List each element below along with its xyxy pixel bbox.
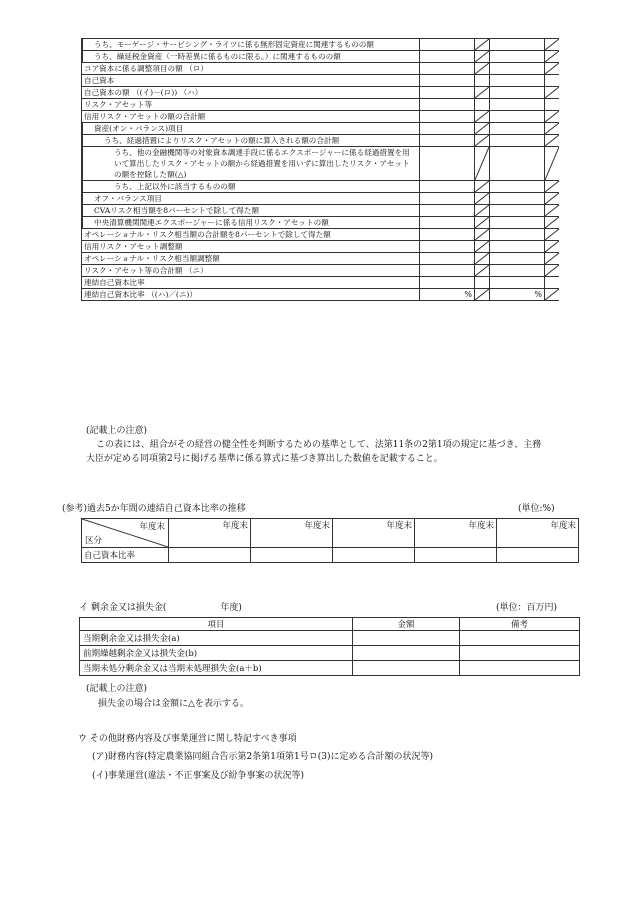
diagonal-line: [475, 241, 489, 252]
capital-adequacy-table: [81, 38, 559, 301]
diagonal-line: [475, 265, 489, 276]
value-cell: [545, 111, 560, 123]
value-cell: [545, 265, 560, 277]
row-text: コア資本に係る調整項目の額 （ロ）: [84, 64, 208, 73]
value-cell: [475, 193, 490, 205]
row-text: リスク・アセット等: [84, 100, 153, 109]
value-cell: [475, 135, 490, 147]
value-cell: [475, 205, 490, 217]
value-cell: [490, 135, 545, 147]
ratio-cell: [497, 548, 579, 563]
surplus-title: [79, 601, 242, 615]
reference-title: (参考)過去5か年間の連結自己資本比率の推移: [62, 504, 246, 514]
ratio-cell: [415, 548, 497, 563]
value-cell: [420, 99, 475, 111]
ratio-cell: [251, 548, 333, 563]
capital-row: [82, 63, 560, 75]
value-cell: [420, 181, 475, 193]
diagonal-line: [545, 217, 559, 228]
value-cell: [475, 229, 490, 241]
diagonal-line: [545, 229, 559, 240]
capital-row-label: [82, 51, 420, 63]
surplus-title-suffix: 年度): [220, 603, 242, 613]
value-cell: [545, 87, 560, 99]
value-cell: [475, 63, 490, 75]
value-cell: [420, 277, 475, 289]
value-cell: [420, 111, 475, 123]
value-cell: [545, 39, 560, 51]
value-cell: [545, 135, 560, 147]
corner-top-label: 年度末: [139, 522, 165, 532]
value-cell: [490, 265, 545, 277]
surplus-row-label: 前期繰越剰余金又は損失金(b): [80, 646, 353, 661]
surplus-note-body: 損失金の場合は金額に△を表示する。: [98, 699, 249, 709]
value-cell: [420, 253, 475, 265]
row-text: リスク・アセット等の合計額 （ニ）: [84, 266, 208, 275]
amount-cell: [353, 631, 460, 646]
diagonal-line: [545, 51, 559, 62]
value-cell: [420, 135, 475, 147]
row-text: オペレーショナル・リスク相当額調整額: [84, 254, 220, 263]
capital-row: [82, 193, 560, 205]
note-body: この表には、組合がその経営の健全性を判断するための基準として、法第11条の2第1項の規定に基づき、主務大臣が定める同項第2号に掲げる基準に係る算式に基づき算出した数値を記載すること。: [86, 440, 542, 464]
value-cell: [545, 63, 560, 75]
value-cell: [420, 87, 475, 99]
value-cell: [420, 123, 475, 135]
other-title: ウ その他財務内容及び事業運営に関し特記すべき事項: [78, 734, 297, 744]
remarks-cell: [460, 646, 580, 661]
capital-row-label: [82, 193, 420, 205]
value-cell: [420, 289, 475, 301]
value-cell: [545, 147, 560, 181]
value-cell: [490, 75, 545, 87]
capital-row: [82, 147, 560, 181]
value-cell: [545, 277, 560, 289]
ratio-row-label: 自己資本比率: [82, 548, 169, 563]
diagonal-line: [545, 241, 559, 252]
value-cell: [475, 87, 490, 99]
capital-row-label: [82, 75, 420, 87]
capital-row-label: [82, 265, 420, 277]
capital-row: [82, 241, 560, 253]
capital-row-label: [82, 63, 420, 75]
value-cell: [420, 241, 475, 253]
capital-row: [82, 39, 560, 51]
value-cell: [475, 289, 490, 301]
row-text: 資産(オン・バランス)項目: [94, 124, 184, 133]
row-text: 信用リスク・アセットの額の合計額: [84, 112, 206, 121]
capital-row-label: [82, 229, 420, 241]
year-header: 年度末: [169, 519, 251, 548]
diagonal-line: [545, 63, 559, 74]
diagonal-line: [475, 87, 489, 98]
percent-sign: %: [464, 290, 472, 299]
capital-row-label: [82, 253, 420, 265]
diagonal-line: [545, 253, 559, 264]
value-cell: [490, 217, 545, 229]
diagonal-line: [545, 39, 559, 50]
remarks-cell: [460, 661, 580, 676]
value-cell: [420, 75, 475, 87]
capital-row: [82, 277, 560, 289]
capital-row: [82, 265, 560, 277]
diagonal-line: [475, 205, 489, 216]
value-cell: [420, 51, 475, 63]
value-cell: [475, 147, 490, 181]
value-cell: [475, 253, 490, 265]
row-text: CVAリスク相当額を8パーセントで除して得た額: [94, 206, 260, 215]
capital-row: [82, 87, 560, 99]
value-cell: [490, 229, 545, 241]
capital-row: [82, 253, 560, 265]
value-cell: [490, 241, 545, 253]
other-item-finance: (ア)財務内容(特定農業協同組合告示第2条第1項第1号ロ(3)に定める合計額の状況等): [92, 752, 433, 762]
value-cell: [545, 253, 560, 265]
capital-row-label: [82, 147, 420, 181]
ratio-cell: [333, 548, 415, 563]
row-text: うち、モーゲージ・サービシング・ライツに係る無形固定資産に関連するものの額: [94, 40, 374, 49]
diagonal-line: [545, 147, 559, 180]
reference-unit: (単位:%): [518, 504, 555, 514]
diagonal-line: [475, 63, 489, 74]
capital-row-label: [82, 289, 420, 301]
row-text: 自己資本: [84, 76, 115, 85]
remarks-cell: [460, 631, 580, 646]
row-text: うち、他の金融機関等の対象資本調達手段に係るエクスポージャーに係る経過措置を用いて算出したリスク・アセットの額から経過措置を用いずに算出したリスク・アセットの額を控除した額(△): [114, 148, 410, 179]
value-cell: [490, 63, 545, 75]
value-cell: [545, 51, 560, 63]
value-cell: [545, 217, 560, 229]
value-cell: [490, 39, 545, 51]
value-cell: [490, 289, 545, 301]
value-cell: [490, 87, 545, 99]
value-cell: [475, 277, 490, 289]
diagonal-line: [475, 253, 489, 264]
row-text: うち、繰延税金資産（一時差異に係るものに限る。）に関連するものの額: [94, 52, 341, 61]
value-cell: [475, 181, 490, 193]
value-cell: [545, 229, 560, 241]
value-cell: [475, 51, 490, 63]
capital-row: [82, 289, 560, 301]
value-cell: [545, 99, 560, 111]
value-cell: [420, 63, 475, 75]
capital-row: [82, 229, 560, 241]
value-cell: [490, 147, 545, 181]
year-header: 年度末: [251, 519, 333, 548]
year-header: 年度末: [415, 519, 497, 548]
amount-cell: [353, 661, 460, 676]
diagonal-line: [475, 147, 489, 180]
capital-row-label: [82, 39, 420, 51]
capital-row-label: [82, 277, 420, 289]
row-text: うち、経過措置によりリスク・アセットの額に算入される額の合計額: [104, 136, 340, 145]
value-cell: [420, 39, 475, 51]
reference-table: [81, 518, 579, 563]
value-cell: [475, 75, 490, 87]
diagonal-line: [475, 193, 489, 204]
value-cell: [420, 205, 475, 217]
value-cell: [545, 205, 560, 217]
value-cell: [475, 123, 490, 135]
value-cell: [420, 217, 475, 229]
diagonal-line: [475, 51, 489, 62]
value-cell: [475, 217, 490, 229]
diagonal-line: [545, 193, 559, 204]
diagonal-line: [545, 87, 559, 98]
diagonal-line: [475, 123, 489, 134]
row-text: 自己資本の額 （(イ)－(ロ)) （ハ）: [84, 88, 203, 97]
capital-row-label: [82, 217, 420, 229]
ratio-cell: [169, 548, 251, 563]
capital-row-label: [82, 111, 420, 123]
row-text: 連結自己資本比率 （(ハ)／(ニ)）: [84, 290, 197, 299]
year-header: 年度末: [497, 519, 579, 548]
diagonal-line: [545, 135, 559, 146]
row-text: 中央清算機関関連エクスポージャーに係る信用リスク・アセットの額: [94, 218, 329, 227]
value-cell: [490, 205, 545, 217]
value-cell: [490, 111, 545, 123]
surplus-row-label: 当期剰余金又は損失金(a): [80, 631, 353, 646]
percent-sign: %: [534, 290, 542, 299]
value-cell: [545, 123, 560, 135]
value-cell: [475, 265, 490, 277]
note-heading: (記載上の注意): [86, 426, 148, 436]
diagonal-line: [475, 181, 489, 192]
capital-row-label: [82, 205, 420, 217]
value-cell: [420, 265, 475, 277]
diagonal-line: [545, 265, 559, 276]
value-cell: [420, 229, 475, 241]
value-cell: [545, 193, 560, 205]
capital-row-label: [82, 135, 420, 147]
capital-row: [82, 217, 560, 229]
diagonal-line: [475, 39, 489, 50]
diagonal-line: [475, 289, 489, 300]
diagonal-line: [545, 111, 559, 122]
value-cell: [545, 75, 560, 87]
header-item: 項目: [80, 618, 353, 631]
capital-row-label: [82, 99, 420, 111]
value-cell: [475, 99, 490, 111]
capital-row: [82, 181, 560, 193]
value-cell: [475, 111, 490, 123]
diagonal-line: [475, 217, 489, 228]
header-remarks: 備考: [460, 618, 580, 631]
surplus-table: [79, 617, 580, 676]
capital-row: [82, 51, 560, 63]
value-cell: [490, 193, 545, 205]
value-cell: [490, 181, 545, 193]
capital-row: [82, 99, 560, 111]
value-cell: [420, 193, 475, 205]
surplus-unit: (単位：百万円): [496, 603, 558, 613]
capital-row: [82, 111, 560, 123]
value-cell: [420, 147, 475, 181]
value-cell: [490, 99, 545, 111]
capital-row-label: [82, 87, 420, 99]
header-amount: 金額: [353, 618, 460, 631]
value-cell: [475, 39, 490, 51]
value-cell: [545, 289, 560, 301]
diagonal-line: [545, 123, 559, 134]
surplus-row-label: 当期未処分剰余金又は当期未処理損失金(a＋b): [80, 661, 353, 676]
capital-row: [82, 123, 560, 135]
corner-bottom-label: 区分: [85, 536, 103, 546]
capital-row: [82, 135, 560, 147]
value-cell: [490, 253, 545, 265]
other-item-operations: (イ)事業運営(違法・不正事案及び紛争事案の状況等): [92, 771, 305, 781]
row-text: 連結自己資本比率: [84, 278, 145, 287]
corner-cell: [82, 519, 169, 548]
capital-row-label: [82, 241, 420, 253]
row-text: うち、上記以外に該当するものの額: [114, 182, 236, 191]
surplus-note-heading: (記載上の注意): [86, 684, 148, 694]
diagonal-line: [475, 135, 489, 146]
value-cell: [475, 241, 490, 253]
amount-cell: [353, 646, 460, 661]
diagonal-line: [475, 229, 489, 240]
capital-row: [82, 205, 560, 217]
diagonal-line: [545, 181, 559, 192]
diagonal-line: [545, 289, 559, 300]
diagonal-line: [475, 111, 489, 122]
value-cell: [490, 51, 545, 63]
capital-row-label: [82, 181, 420, 193]
row-text: オフ・バランス項目: [94, 194, 162, 203]
surplus-title-text: イ 剰余金又は損失金(: [79, 603, 167, 613]
capital-row: [82, 75, 560, 87]
row-text: 信用リスク・アセット調整額: [84, 242, 183, 251]
value-cell: [545, 241, 560, 253]
year-header: 年度末: [333, 519, 415, 548]
diagonal-line: [545, 205, 559, 216]
value-cell: [490, 123, 545, 135]
value-cell: [490, 277, 545, 289]
value-cell: [545, 181, 560, 193]
capital-row-label: [82, 123, 420, 135]
row-text: オペレーショナル・リスク相当額の合計額を8パーセントで除して得た額: [84, 230, 331, 239]
